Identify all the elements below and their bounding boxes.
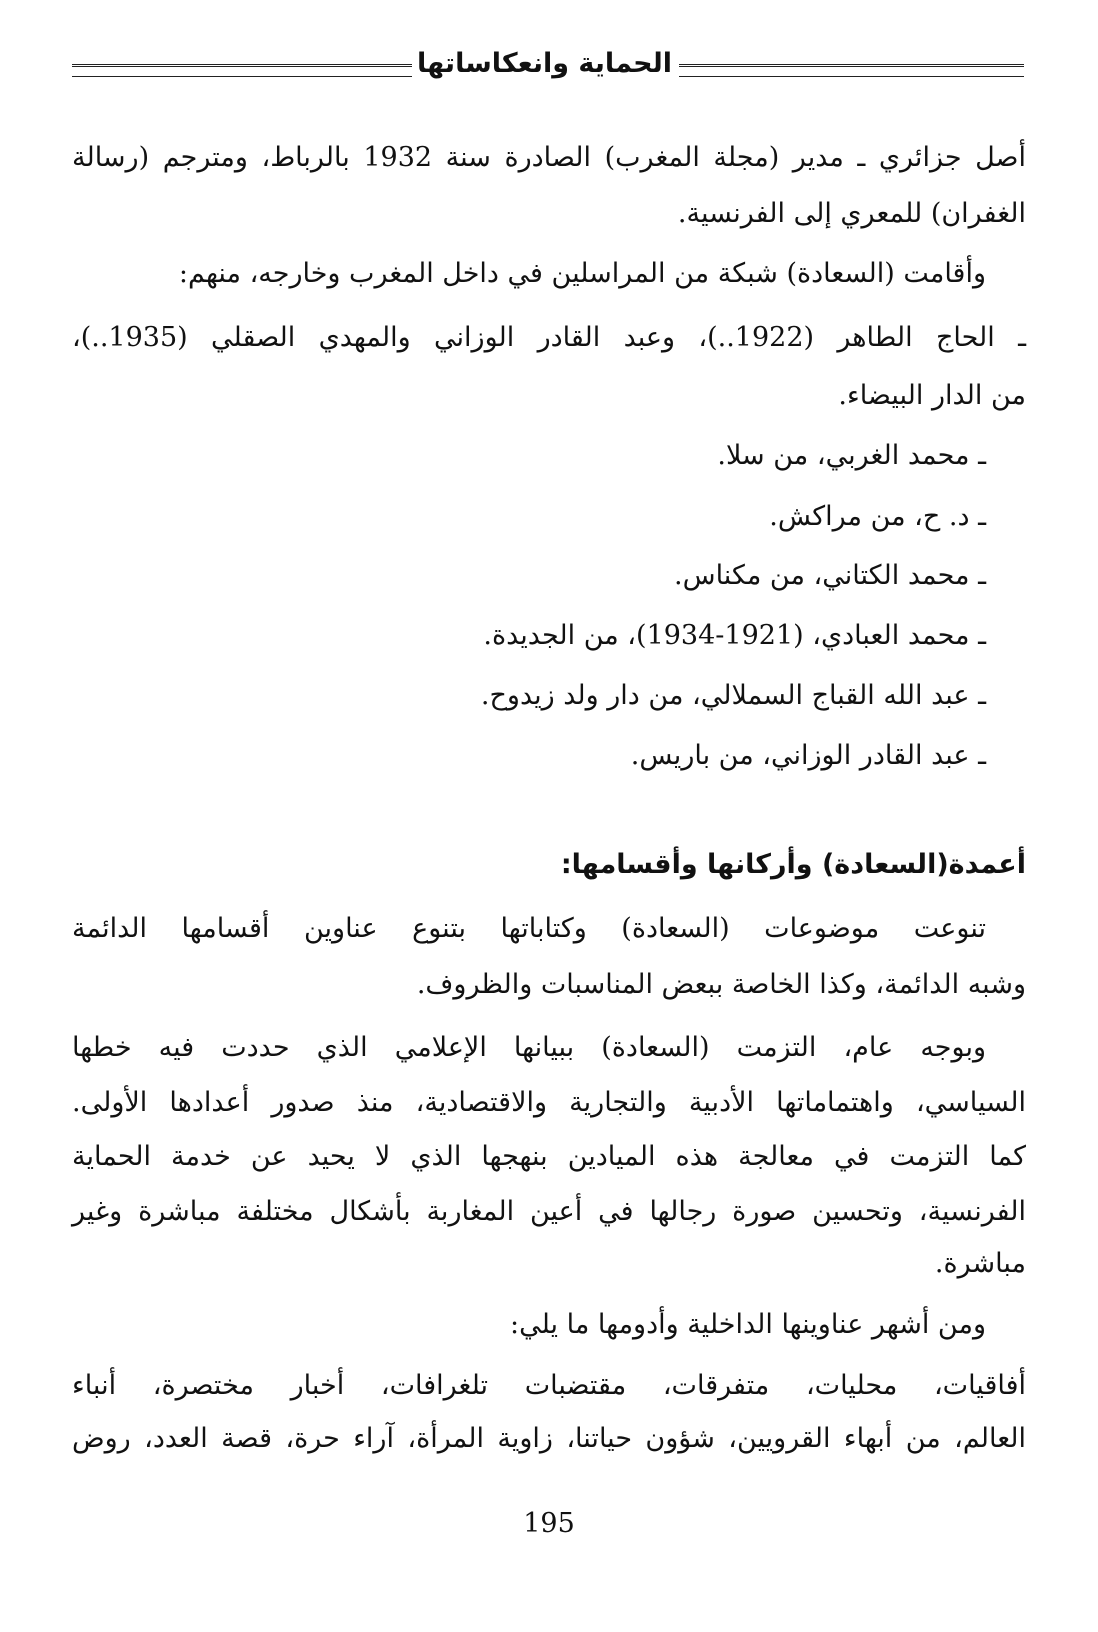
list-item-continuation: من الدار البيضاء.	[838, 380, 1026, 411]
header-title: الحماية وانعكاساتها	[416, 48, 673, 79]
paragraph-line: وأقامت (السعادة) شبكة من المراسلين في داخل المغرب وخارجه، منهم:	[178, 258, 986, 289]
paragraph-line: وبوجه عام، التزمت (السعادة) ببيانها الإعلامي الذي حددت فيه خطها	[72, 1032, 986, 1063]
section-heading: أعمدة(السعادة) وأركانها وأقسامها:	[560, 849, 1026, 880]
list-item: ـ محمد العبادي، (1921-1934)، من الجديدة.	[483, 620, 986, 651]
paragraph-line: ومن أشهر عناوينها الداخلية وأدومها ما يلي:	[509, 1309, 986, 1340]
paragraph-line: مباشرة.	[934, 1248, 1026, 1279]
paragraph-line: الفرنسية، وتحسين صورة رجالها في أعين المغاربة بأشكال مختلفة مباشرة وغير	[72, 1196, 1026, 1227]
list-item: ـ عبد الله القباج السملالي، من دار ولد زيدوح.	[480, 680, 986, 711]
paragraph-line: العالم، من أبهاء القرويين، شؤون حياتنا، زاوية المرأة، آراء حرة، قصة العدد، روض	[72, 1423, 1026, 1454]
paragraph-line: السياسي، واهتماماتها الأدبية والتجارية والاقتصادية، منذ صدور أعدادها الأولى.	[72, 1087, 1026, 1118]
header-rule-right	[679, 64, 1024, 77]
paragraph-line: وشبه الدائمة، وكذا الخاصة ببعض المناسبات والظروف.	[416, 969, 1026, 1000]
list-item: ـ محمد الغربي، من سلا.	[717, 440, 986, 471]
list-item: ـ الحاج الطاهر (1922..)، وعبد القادر الوزاني والمهدي الصقلي (1935..)،	[72, 322, 1026, 353]
paragraph-line: كما التزمت في معالجة هذه الميادين بنهجها الذي لا يحيد عن خدمة الحماية	[72, 1141, 1026, 1172]
page-number: 195	[523, 1508, 575, 1539]
running-header	[72, 46, 1024, 90]
list-item: ـ د. ح، من مراكش.	[769, 501, 986, 532]
paragraph-line: الغفران) للمعري إلى الفرنسية.	[677, 198, 1026, 229]
list-item: ـ محمد الكتاني، من مكناس.	[674, 560, 986, 591]
list-item: ـ عبد القادر الوزاني، من باريس.	[630, 740, 986, 771]
paragraph-line: تنوعت موضوعات (السعادة) وكتاباتها بتنوع عناوين أقسامها الدائمة	[72, 913, 986, 944]
paragraph-line: أفاقيات، محليات، متفرقات، مقتضبات تلغرافات، أخبار مختصرة، أنباء	[72, 1370, 1026, 1401]
paragraph-line: أصل جزائري ـ مدير (مجلة المغرب) الصادرة سنة 1932 بالرباط، ومترجم (رسالة	[72, 142, 1026, 173]
header-rule-left	[72, 64, 412, 77]
